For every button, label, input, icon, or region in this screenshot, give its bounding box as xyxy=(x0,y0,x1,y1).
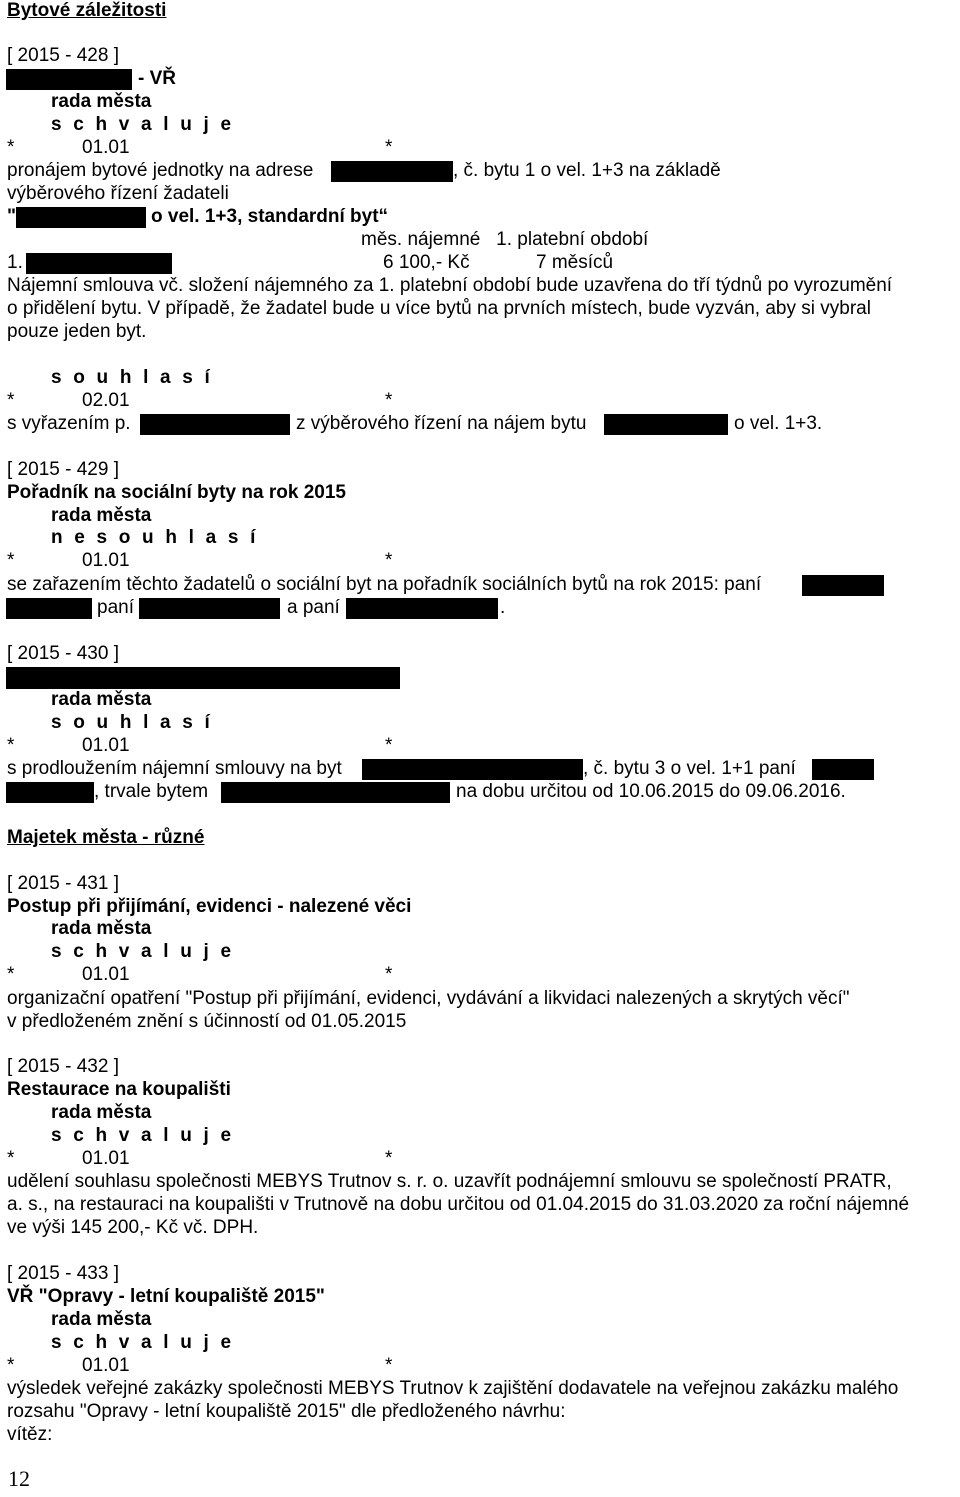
paragraph-line: s prodloužením nájemní smlouvy na byt xyxy=(7,758,342,779)
council-label: rada města xyxy=(51,505,152,526)
verb-approves: s c h v a l u j e xyxy=(51,1332,235,1353)
point-number: 01.01 xyxy=(82,137,130,158)
point-number: 01.01 xyxy=(82,1148,130,1169)
resolution-title-431: Postup při přijímání, evidenci - nalezené věci xyxy=(7,896,412,917)
paragraph-line: , č. bytu 1 o vel. 1+3 na základě xyxy=(453,160,721,181)
verb-approves: s c h v a l u j e xyxy=(51,114,235,135)
verb-disagrees: n e s o u h l a s í xyxy=(51,527,259,548)
star-marker: * xyxy=(385,137,393,158)
resolution-ref-431: [ 2015 - 431 ] xyxy=(7,873,119,894)
redaction-block xyxy=(331,161,453,182)
paragraph-line: z výběrového řízení na nájem bytu xyxy=(296,413,587,434)
star-marker: * xyxy=(385,964,393,985)
point-number: 02.01 xyxy=(82,390,130,411)
paragraph-line: , trvale bytem xyxy=(94,781,209,802)
paragraph-line: výběrového řízení žadateli xyxy=(7,183,229,204)
redaction-block xyxy=(26,253,172,274)
paragraph-line: paní xyxy=(97,597,134,618)
star-marker: * xyxy=(7,550,15,571)
section-title-property: Majetek města - různé xyxy=(7,827,205,848)
redaction-block xyxy=(812,759,874,780)
resolution-title-432: Restaurace na koupališti xyxy=(7,1079,231,1100)
resolution-title-429: Pořadník na sociální byty na rok 2015 xyxy=(7,482,346,503)
redaction-block xyxy=(6,598,92,619)
star-marker: * xyxy=(385,735,393,756)
verb-agrees: s o u h l a s í xyxy=(51,712,214,733)
table-period: 7 měsíců xyxy=(536,252,614,273)
paragraph-line: o vel. 1+3. xyxy=(734,413,823,434)
quote-mark: " xyxy=(7,206,17,227)
paragraph-line: a. s., na restauraci na koupališti v Trutnově na dobu určitou od 01.04.2015 do 31.03.2020 za roční nájemné xyxy=(7,1194,910,1215)
star-marker: * xyxy=(385,1355,393,1376)
paragraph-line: pronájem bytové jednotky na adrese xyxy=(7,160,314,181)
star-marker: * xyxy=(385,550,393,571)
council-label: rada města xyxy=(51,1102,152,1123)
resolution-ref-428: [ 2015 - 428 ] xyxy=(7,45,119,66)
section-title-housing: Bytové záležitosti xyxy=(7,0,167,21)
resolution-ref-433: [ 2015 - 433 ] xyxy=(7,1263,119,1284)
paragraph-line: s vyřazením p. xyxy=(7,413,131,434)
table-row-number: 1. xyxy=(7,252,23,273)
star-marker: * xyxy=(7,137,15,158)
redaction-block xyxy=(6,69,132,90)
star-marker: * xyxy=(7,964,15,985)
star-marker: * xyxy=(7,1148,15,1169)
paragraph-line: v předloženém znění s účinností od 01.05.2015 xyxy=(7,1011,407,1032)
council-label: rada města xyxy=(51,91,152,112)
redaction-block xyxy=(6,782,94,803)
redaction-block xyxy=(604,414,728,435)
verb-approves: s c h v a l u j e xyxy=(51,1125,235,1146)
paragraph-line: . xyxy=(500,597,506,618)
paragraph-line: rozsahu "Opravy - letní koupaliště 2015" dle předloženého návrhu: xyxy=(7,1401,566,1422)
council-label: rada města xyxy=(51,1309,152,1330)
paragraph-line: ve výši 145 200,- Kč vč. DPH. xyxy=(7,1217,259,1238)
page-number: 12 xyxy=(8,1466,30,1491)
verb-approves: s c h v a l u j e xyxy=(51,941,235,962)
redaction-block xyxy=(221,782,450,803)
paragraph-line: o přidělení bytu. V případě, že žadatel bude u více bytů na prvních místech, bude vyzván, aby si vybral xyxy=(7,298,871,319)
table-rent: 6 100,- Kč xyxy=(383,252,470,273)
star-marker: * xyxy=(385,390,393,411)
resolution-ref-432: [ 2015 - 432 ] xyxy=(7,1056,119,1077)
point-number: 01.01 xyxy=(82,550,130,571)
resolution-title-433: VŘ "Opravy - letní koupaliště 2015" xyxy=(7,1286,325,1307)
table-header: měs. nájemné 1. platební období xyxy=(361,229,649,250)
resolution-ref-430: [ 2015 - 430 ] xyxy=(7,643,119,664)
paragraph-line: vítěz: xyxy=(7,1424,53,1445)
resolution-ref-429: [ 2015 - 429 ] xyxy=(7,459,119,480)
resolution-title-428: - VŘ xyxy=(138,68,176,89)
council-label: rada města xyxy=(51,689,152,710)
paragraph-line: výsledek veřejné zakázky společnosti MEBYS Trutnov k zajištění dodavatele na veřejnou zakázku malého xyxy=(7,1378,899,1399)
paragraph-line: udělení souhlasu společnosti MEBYS Trutnov s. r. o. uzavřít podnájemní smlouvu se společností PRATR, xyxy=(7,1171,892,1192)
star-marker: * xyxy=(385,1148,393,1169)
verb-agrees: s o u h l a s í xyxy=(51,367,214,388)
star-marker: * xyxy=(7,390,15,411)
redaction-block xyxy=(802,575,884,596)
point-number: 01.01 xyxy=(82,1355,130,1376)
redaction-block xyxy=(362,759,583,780)
paragraph-line: o vel. 1+3, standardní byt“ xyxy=(151,206,389,227)
redaction-block xyxy=(16,207,146,228)
paragraph-line: na dobu určitou od 10.06.2015 do 09.06.2016. xyxy=(456,781,846,802)
paragraph-line: se zařazením těchto žadatelů o sociální byt na pořadník sociálních bytů na rok 2015: paní xyxy=(7,574,762,595)
point-number: 01.01 xyxy=(82,964,130,985)
council-label: rada města xyxy=(51,918,152,939)
paragraph-line: , č. bytu 3 o vel. 1+1 paní xyxy=(583,758,796,779)
redaction-block xyxy=(6,667,400,689)
redaction-block xyxy=(140,414,290,435)
star-marker: * xyxy=(7,1355,15,1376)
redaction-block xyxy=(139,598,280,619)
point-number: 01.01 xyxy=(82,735,130,756)
paragraph-line: pouze jeden byt. xyxy=(7,321,147,342)
redaction-block xyxy=(346,598,498,619)
paragraph-line: organizační opatření "Postup při přijímání, evidenci, vydávání a likvidaci nalezených a skrytých věcí" xyxy=(7,988,850,1009)
star-marker: * xyxy=(7,735,15,756)
paragraph-line: a paní xyxy=(287,597,340,618)
paragraph-line: Nájemní smlouva vč. složení nájemného za 1. platební období bude uzavřena do tří týdnů po vyrozumění xyxy=(7,275,893,296)
